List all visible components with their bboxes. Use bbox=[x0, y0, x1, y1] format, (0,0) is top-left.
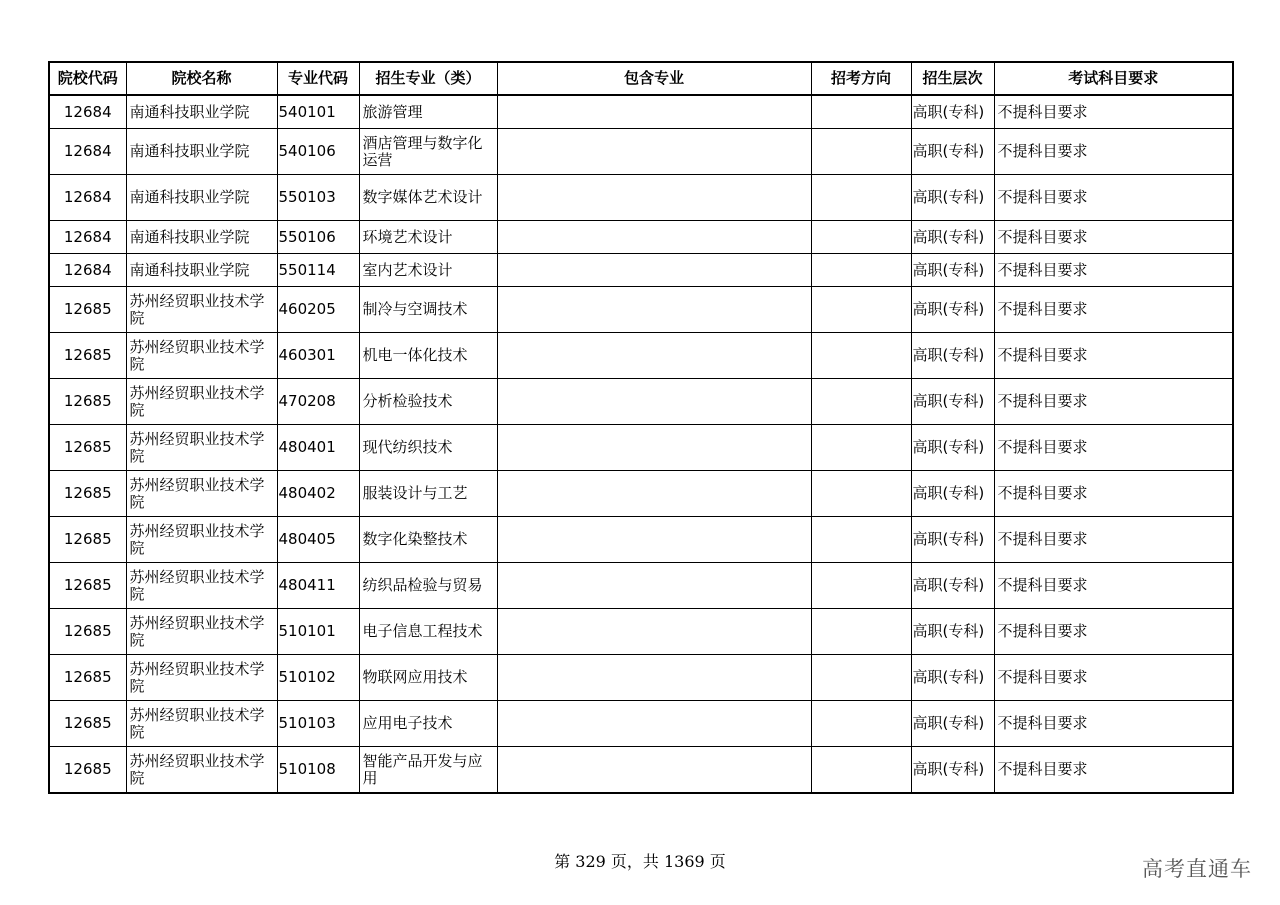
table-row bbox=[49, 254, 1233, 287]
major-cell: 数字媒体艺术设计 bbox=[359, 175, 497, 221]
table-row bbox=[49, 287, 1233, 333]
major-code-cell: 540106 bbox=[277, 129, 359, 175]
header-school-name: 院校名称 bbox=[126, 62, 277, 95]
level-cell: 高职(专科) bbox=[911, 471, 994, 517]
major-cell: 服装设计与工艺 bbox=[359, 471, 497, 517]
table-row bbox=[49, 333, 1233, 379]
level-cell: 高职(专科) bbox=[911, 747, 994, 794]
school-code-cell: 12685 bbox=[49, 471, 126, 517]
major-code-cell: 510103 bbox=[277, 701, 359, 747]
school-code-cell: 12685 bbox=[49, 701, 126, 747]
requirement-cell: 不提科目要求 bbox=[994, 563, 1233, 609]
includes-cell bbox=[497, 747, 811, 794]
direction-cell bbox=[811, 379, 911, 425]
major-code-cell: 510102 bbox=[277, 655, 359, 701]
level-cell: 高职(专科) bbox=[911, 221, 994, 254]
direction-cell bbox=[811, 221, 911, 254]
major-cell: 现代纺织技术 bbox=[359, 425, 497, 471]
includes-cell bbox=[497, 175, 811, 221]
table-row bbox=[49, 175, 1233, 221]
includes-cell bbox=[497, 95, 811, 129]
school-name-cell: 南通科技职业学院 bbox=[126, 254, 277, 287]
level-cell: 高职(专科) bbox=[911, 517, 994, 563]
direction-cell bbox=[811, 655, 911, 701]
school-name-cell: 苏州经贸职业技术学院 bbox=[126, 517, 277, 563]
includes-cell bbox=[497, 563, 811, 609]
school-code-cell: 12684 bbox=[49, 95, 126, 129]
level-cell: 高职(专科) bbox=[911, 175, 994, 221]
school-name-cell: 苏州经贸职业技术学院 bbox=[126, 609, 277, 655]
direction-cell bbox=[811, 609, 911, 655]
table-row bbox=[49, 95, 1233, 129]
school-name-cell: 南通科技职业学院 bbox=[126, 95, 277, 129]
direction-cell bbox=[811, 563, 911, 609]
school-code-cell: 12684 bbox=[49, 129, 126, 175]
header-includes: 包含专业 bbox=[497, 62, 811, 95]
table-row bbox=[49, 701, 1233, 747]
direction-cell bbox=[811, 287, 911, 333]
school-code-cell: 12685 bbox=[49, 563, 126, 609]
level-cell: 高职(专科) bbox=[911, 287, 994, 333]
school-code-cell: 12685 bbox=[49, 609, 126, 655]
school-name-cell: 南通科技职业学院 bbox=[126, 221, 277, 254]
table-row bbox=[49, 221, 1233, 254]
table-row bbox=[49, 655, 1233, 701]
table-row bbox=[49, 609, 1233, 655]
school-name-cell: 苏州经贸职业技术学院 bbox=[126, 471, 277, 517]
major-code-cell: 480405 bbox=[277, 517, 359, 563]
table-header-row bbox=[49, 62, 1233, 95]
level-cell: 高职(专科) bbox=[911, 129, 994, 175]
school-name-cell: 苏州经贸职业技术学院 bbox=[126, 287, 277, 333]
requirement-cell: 不提科目要求 bbox=[994, 287, 1233, 333]
header-requirement: 考试科目要求 bbox=[994, 62, 1233, 95]
major-cell: 数字化染整技术 bbox=[359, 517, 497, 563]
major-cell: 室内艺术设计 bbox=[359, 254, 497, 287]
major-code-cell: 470208 bbox=[277, 379, 359, 425]
table-body bbox=[49, 95, 1233, 793]
school-code-cell: 12685 bbox=[49, 333, 126, 379]
level-cell: 高职(专科) bbox=[911, 425, 994, 471]
includes-cell bbox=[497, 221, 811, 254]
includes-cell bbox=[497, 425, 811, 471]
level-cell: 高职(专科) bbox=[911, 563, 994, 609]
major-code-cell: 460205 bbox=[277, 287, 359, 333]
requirement-cell: 不提科目要求 bbox=[994, 609, 1233, 655]
includes-cell bbox=[497, 655, 811, 701]
direction-cell bbox=[811, 95, 911, 129]
requirement-cell: 不提科目要求 bbox=[994, 517, 1233, 563]
header-direction: 招考方向 bbox=[811, 62, 911, 95]
direction-cell bbox=[811, 425, 911, 471]
includes-cell bbox=[497, 129, 811, 175]
direction-cell bbox=[811, 129, 911, 175]
includes-cell bbox=[497, 333, 811, 379]
major-code-cell: 540101 bbox=[277, 95, 359, 129]
major-cell: 电子信息工程技术 bbox=[359, 609, 497, 655]
major-code-cell: 550114 bbox=[277, 254, 359, 287]
school-code-cell: 12685 bbox=[49, 287, 126, 333]
table-row bbox=[49, 517, 1233, 563]
requirement-cell: 不提科目要求 bbox=[994, 221, 1233, 254]
table-row bbox=[49, 425, 1233, 471]
requirement-cell: 不提科目要求 bbox=[994, 425, 1233, 471]
direction-cell bbox=[811, 175, 911, 221]
header-level: 招生层次 bbox=[911, 62, 994, 95]
school-name-cell: 苏州经贸职业技术学院 bbox=[126, 563, 277, 609]
includes-cell bbox=[497, 379, 811, 425]
requirement-cell: 不提科目要求 bbox=[994, 655, 1233, 701]
major-cell: 旅游管理 bbox=[359, 95, 497, 129]
requirement-cell: 不提科目要求 bbox=[994, 175, 1233, 221]
page-number: 第 329 页，共 1369 页 bbox=[554, 852, 726, 871]
requirement-cell: 不提科目要求 bbox=[994, 129, 1233, 175]
school-code-cell: 12685 bbox=[49, 655, 126, 701]
table-row bbox=[49, 747, 1233, 794]
major-code-cell: 480411 bbox=[277, 563, 359, 609]
table-row bbox=[49, 129, 1233, 175]
major-cell: 制冷与空调技术 bbox=[359, 287, 497, 333]
school-name-cell: 苏州经贸职业技术学院 bbox=[126, 701, 277, 747]
level-cell: 高职(专科) bbox=[911, 655, 994, 701]
major-code-cell: 550103 bbox=[277, 175, 359, 221]
school-code-cell: 12685 bbox=[49, 747, 126, 794]
requirement-cell: 不提科目要求 bbox=[994, 747, 1233, 794]
table-row bbox=[49, 471, 1233, 517]
major-cell: 机电一体化技术 bbox=[359, 333, 497, 379]
direction-cell bbox=[811, 254, 911, 287]
requirement-cell: 不提科目要求 bbox=[994, 254, 1233, 287]
school-code-cell: 12685 bbox=[49, 379, 126, 425]
major-code-cell: 460301 bbox=[277, 333, 359, 379]
school-name-cell: 苏州经贸职业技术学院 bbox=[126, 333, 277, 379]
school-code-cell: 12684 bbox=[49, 221, 126, 254]
includes-cell bbox=[497, 254, 811, 287]
school-code-cell: 12684 bbox=[49, 175, 126, 221]
major-cell: 物联网应用技术 bbox=[359, 655, 497, 701]
table-row bbox=[49, 379, 1233, 425]
school-name-cell: 南通科技职业学院 bbox=[126, 129, 277, 175]
includes-cell bbox=[497, 517, 811, 563]
includes-cell bbox=[497, 701, 811, 747]
level-cell: 高职(专科) bbox=[911, 379, 994, 425]
header-major-code: 专业代码 bbox=[277, 62, 359, 95]
header-major: 招生专业（类） bbox=[359, 62, 497, 95]
requirement-cell: 不提科目要求 bbox=[994, 701, 1233, 747]
school-code-cell: 12685 bbox=[49, 517, 126, 563]
watermark-text: 高考直通车 bbox=[1142, 857, 1252, 881]
level-cell: 高职(专科) bbox=[911, 701, 994, 747]
includes-cell bbox=[497, 471, 811, 517]
includes-cell bbox=[497, 609, 811, 655]
major-code-cell: 480401 bbox=[277, 425, 359, 471]
school-name-cell: 苏州经贸职业技术学院 bbox=[126, 425, 277, 471]
level-cell: 高职(专科) bbox=[911, 254, 994, 287]
requirement-cell: 不提科目要求 bbox=[994, 379, 1233, 425]
direction-cell bbox=[811, 333, 911, 379]
direction-cell bbox=[811, 517, 911, 563]
school-name-cell: 苏州经贸职业技术学院 bbox=[126, 747, 277, 794]
major-code-cell: 550106 bbox=[277, 221, 359, 254]
admissions-table bbox=[48, 61, 1234, 794]
header-school-code: 院校代码 bbox=[49, 62, 126, 95]
includes-cell bbox=[497, 287, 811, 333]
school-code-cell: 12685 bbox=[49, 425, 126, 471]
level-cell: 高职(专科) bbox=[911, 333, 994, 379]
major-cell: 酒店管理与数字化运营 bbox=[359, 129, 497, 175]
requirement-cell: 不提科目要求 bbox=[994, 333, 1233, 379]
major-cell: 分析检验技术 bbox=[359, 379, 497, 425]
level-cell: 高职(专科) bbox=[911, 95, 994, 129]
table-row bbox=[49, 563, 1233, 609]
level-cell: 高职(专科) bbox=[911, 609, 994, 655]
school-name-cell: 苏州经贸职业技术学院 bbox=[126, 655, 277, 701]
school-name-cell: 苏州经贸职业技术学院 bbox=[126, 379, 277, 425]
school-name-cell: 南通科技职业学院 bbox=[126, 175, 277, 221]
direction-cell bbox=[811, 471, 911, 517]
major-cell: 环境艺术设计 bbox=[359, 221, 497, 254]
direction-cell bbox=[811, 701, 911, 747]
major-cell: 智能产品开发与应用 bbox=[359, 747, 497, 794]
direction-cell bbox=[811, 747, 911, 794]
major-code-cell: 510101 bbox=[277, 609, 359, 655]
requirement-cell: 不提科目要求 bbox=[994, 95, 1233, 129]
requirement-cell: 不提科目要求 bbox=[994, 471, 1233, 517]
major-code-cell: 480402 bbox=[277, 471, 359, 517]
major-cell: 应用电子技术 bbox=[359, 701, 497, 747]
school-code-cell: 12684 bbox=[49, 254, 126, 287]
major-cell: 纺织品检验与贸易 bbox=[359, 563, 497, 609]
major-code-cell: 510108 bbox=[277, 747, 359, 794]
